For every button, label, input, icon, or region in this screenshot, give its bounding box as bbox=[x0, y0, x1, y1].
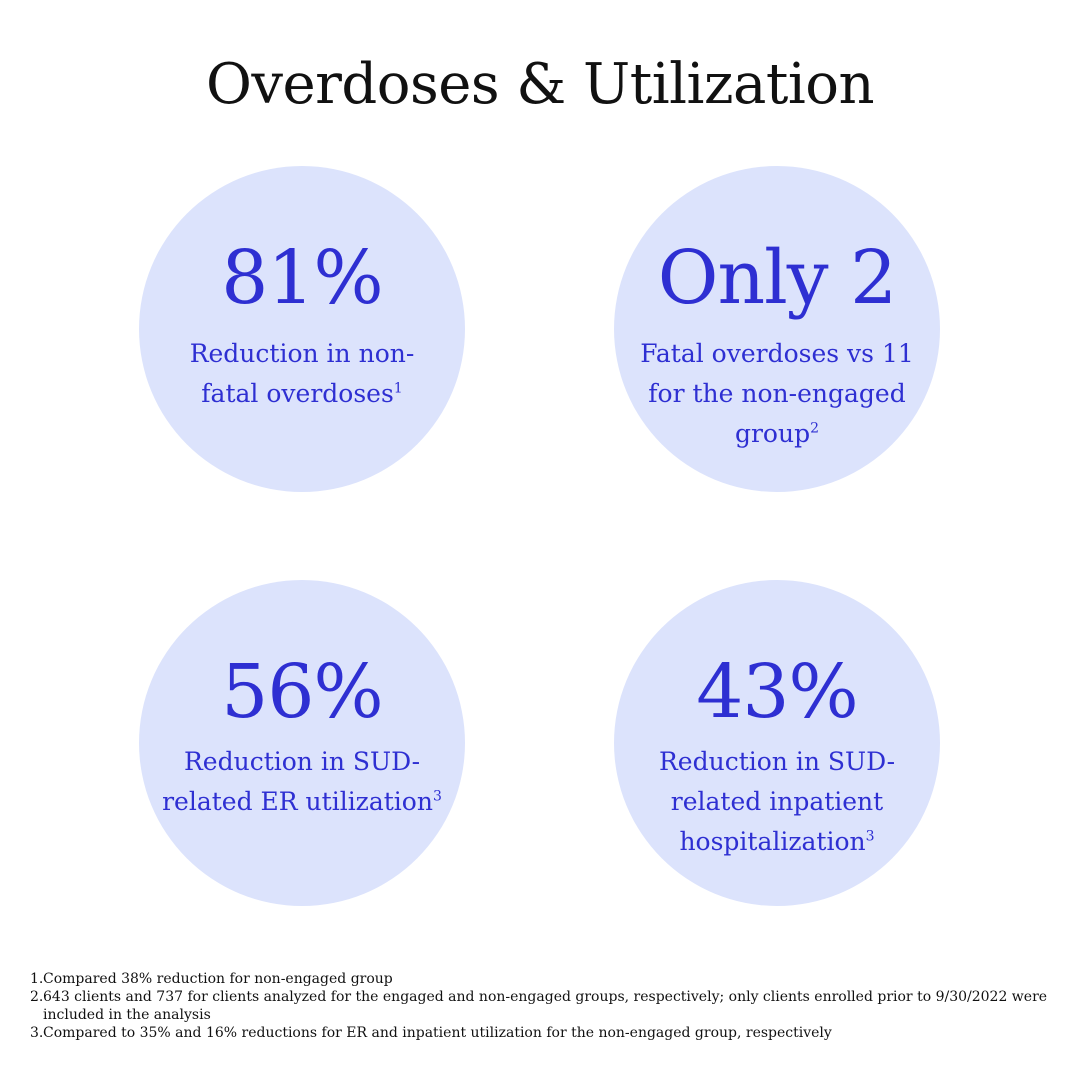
stat-description bbox=[632, 742, 922, 862]
footnote-number: 2. bbox=[30, 989, 44, 1005]
footnote-ref: 3 bbox=[865, 828, 875, 845]
stat-circle-fatal-overdoses bbox=[614, 166, 940, 492]
page-title: Overdoses & Utilization bbox=[205, 52, 875, 117]
stat-description-line: Fatal overdoses vs 11 bbox=[640, 339, 914, 368]
stat-description-text: group bbox=[734, 419, 811, 448]
stat-circle-nonfatal-overdoses bbox=[139, 166, 465, 492]
footnotes bbox=[30, 970, 1060, 1042]
stat-description bbox=[157, 334, 447, 414]
footnote-item bbox=[30, 988, 1060, 1024]
stat-description bbox=[157, 742, 447, 822]
footnote-text: Compared to 35% and 16% reductions for ER and inpatient utilization for the non-engaged group, respectively bbox=[43, 1025, 832, 1041]
stat-value: 43% bbox=[696, 649, 858, 735]
stat-circle-inpatient-hospitalization bbox=[614, 580, 940, 906]
stat-description bbox=[632, 334, 922, 454]
stat-description-line-last bbox=[632, 822, 922, 862]
stat-description-line: Reduction in SUD- bbox=[183, 747, 421, 776]
stat-description-line-last bbox=[157, 782, 447, 822]
stat-description-line: for the non-engaged bbox=[648, 379, 906, 408]
footnote-number: 3. bbox=[30, 1025, 44, 1041]
footnote-text: 643 clients and 737 for clients analyzed for the engaged and non-engaged groups, respectively; only clients enrolled prior to 9/30/2022 were included in the analysis bbox=[43, 989, 1048, 1023]
stat-description-text: related ER utilization bbox=[162, 787, 433, 816]
stat-description-line: Reduction in SUD- bbox=[658, 747, 896, 776]
stat-circle-er-utilization bbox=[139, 580, 465, 906]
stat-value: 56% bbox=[221, 649, 383, 735]
stat-description-text: hospitalization bbox=[679, 827, 866, 856]
stat-description-text: fatal overdoses bbox=[201, 379, 394, 408]
stat-description-line-last bbox=[632, 414, 922, 454]
stat-value: Only 2 bbox=[657, 235, 897, 321]
footnote-text: Compared 38% reduction for non-engaged group bbox=[43, 971, 393, 987]
stat-description-line-last bbox=[157, 374, 447, 414]
footnote-item bbox=[30, 1024, 1060, 1042]
footnote-number: 1. bbox=[30, 971, 44, 987]
footnote-ref: 1 bbox=[393, 380, 403, 397]
stat-value: 81% bbox=[221, 235, 383, 321]
stat-description-line: related inpatient bbox=[670, 787, 884, 816]
footnote-ref: 2 bbox=[810, 420, 820, 437]
footnote-ref: 3 bbox=[432, 788, 442, 805]
stat-description-line: Reduction in non- bbox=[189, 339, 415, 368]
footnote-item bbox=[30, 970, 1060, 988]
